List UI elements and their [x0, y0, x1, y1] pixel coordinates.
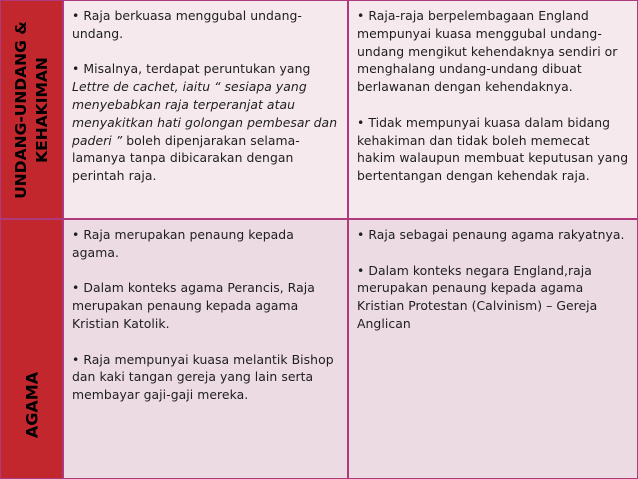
text-run: boleh dipenjarakan selama-lamanya tanpa dibicarakan dengan perintah raja. — [72, 132, 300, 184]
cell-paragraph: • Raja-raja berpelembagaan England mempunyai kuasa menggubal undang-undang mengikut kehendaknya sendiri or menghalang undang-undang dibuat berlawanan dengan kehendaknya. — [357, 8, 618, 95]
row-header-line-2: KEHAKIMAN — [32, 56, 51, 163]
cell-paragraph: • Raja merupakan penaung kepada agama. — [72, 227, 294, 260]
text-run: • Misalnya, terdapat peruntukan yang — [72, 61, 311, 77]
row-header-label — [11, 21, 53, 199]
cell-france-undang-undang — [63, 0, 348, 219]
cell-paragraph-lettre-de-cachet — [72, 60, 339, 185]
cell-paragraph: • Dalam konteks negara England,raja merupakan penaung kepada agama Kristian Protestan (Calvinism) – Gereja Anglican — [357, 262, 598, 331]
cell-england-agama — [348, 219, 638, 479]
cell-france-agama — [63, 219, 348, 479]
cell-paragraph: • Raja berkuasa menggubal undang-undang. — [72, 8, 302, 41]
cell-paragraph: • Tidak mempunyai kuasa dalam bidang kehakiman dan tidak boleh memecat hakim walaupun membuat keputusan yang bertentangan dengan kehendak raja. — [357, 114, 629, 184]
row-header-line-1: AGAMA — [22, 371, 41, 439]
row-header-undang-undang-kehakiman — [0, 0, 63, 219]
cell-paragraph: • Raja sebagai penaung agama rakyatnya. — [357, 227, 625, 242]
cell-england-undang-undang — [348, 0, 638, 219]
text-run-italic: Lettre de cachet, iaitu “ sesiapa yang menyebabkan raja terperanjat atau menyakitkan hati golongan pembesar dan paderi ” — [72, 79, 338, 148]
row-header-line-1: UNDANG-UNDANG & — [11, 20, 30, 199]
row-header-agama — [0, 219, 63, 479]
cell-paragraph: • Dalam konteks agama Perancis, Raja merupakan penaung kepada agama Kristian Katolik. — [72, 280, 315, 331]
cell-paragraph: • Raja mempunyai kuasa melantik Bishop dan kaki tangan gereja yang lain serta membayar gaji-gaji mereka. — [72, 351, 334, 403]
row-header-label — [21, 372, 42, 438]
